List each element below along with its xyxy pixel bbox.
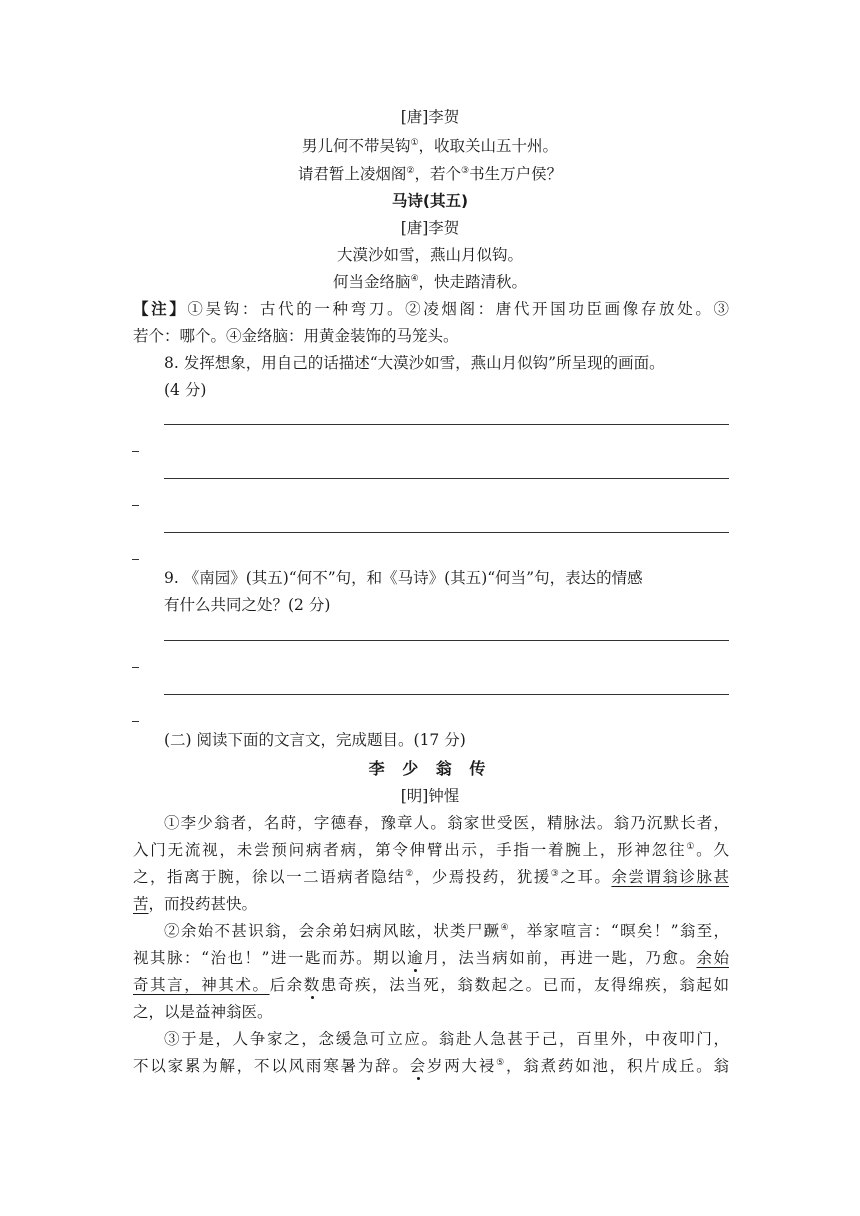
underlined-sentence: 余始 — [696, 949, 729, 967]
line-dash — [132, 667, 139, 668]
poem1-line2: 请君暂上凌烟阁②，若个③书生万户侯？ — [297, 165, 563, 183]
footnote-mark: ⑤ — [496, 1057, 506, 1068]
footnote-mark: ② — [406, 165, 415, 176]
para2-line1: ②余始不甚识翁，会余弟妇病风眩，状类尸蹶④，举家喧言：“暝矣！”翁至， — [164, 922, 729, 940]
question-9-line1: 9. 《南园》(其五)“何不”句，和《马诗》(其五)“何当”句，表达的情感 — [164, 569, 643, 587]
footnote-mark: ① — [410, 137, 419, 148]
underlined-sentence: 奇其言，神其术。 — [133, 976, 270, 994]
note-line1: 【注】①吴钩：古代的一种弯刀。②凌烟阁：唐代开国功臣画像存放处。③ — [133, 300, 729, 318]
poem2-author: [唐]李贺 — [400, 219, 460, 237]
poem2-title: 马诗(其五) — [391, 192, 469, 210]
passage-title: 李 少 翁 传 — [368, 759, 492, 778]
footnote-mark: ③ — [461, 165, 470, 176]
para2-line4: 之，以是益神翁医。 — [133, 1003, 273, 1021]
answer-line[interactable] — [164, 694, 729, 695]
poem1-author: [唐]李贺 — [400, 108, 460, 126]
underlined-sentence: 苦 — [133, 895, 149, 913]
footnote-mark: ④ — [410, 273, 419, 284]
para2-line2: 视其脉：“治也！”进一匙而苏。期以逾月，法当病如前，再进一匙，乃愈。余始 — [133, 949, 729, 967]
answer-line[interactable] — [164, 532, 729, 533]
para1-line3: 之，指离于腕，徐以一二语病者隐结②，少焉投药，犹援③之耳。余尝谓翁诊脉甚 — [133, 868, 729, 886]
poem2-line2: 何当金络脑④，快走踏清秋。 — [332, 273, 528, 291]
line-dash — [132, 721, 139, 722]
note-line2: 若个：哪个。④金络脑：用黄金装饰的马笼头。 — [133, 327, 459, 345]
passage-author: [明]钟惺 — [400, 787, 460, 805]
question-8-line1: 8. 发挥想象，用自己的话描述“大漠沙如雪，燕山月似钩”所呈现的画面。 — [164, 354, 665, 372]
footnote-mark: ② — [405, 868, 415, 879]
underlined-sentence: 余尝谓翁诊脉甚 — [611, 868, 729, 886]
question-9-line2: 有什么共同之处？(2 分) — [164, 596, 331, 614]
dotted-character: 逾 — [407, 949, 425, 967]
poem1-line1: 男儿何不带吴钩①，收取关山五十州。 — [301, 137, 559, 155]
poem2-line1: 大漠沙如雪，燕山月似钩。 — [336, 246, 523, 264]
note-label: 【注】 — [133, 300, 188, 318]
answer-line[interactable] — [164, 640, 729, 641]
para1-line1: ①李少翁者，名莳，字德春，豫章人。翁家世受医，精脉法。翁乃沉默长者， — [164, 814, 729, 832]
line-dash — [132, 505, 139, 506]
footnote-mark: ① — [686, 841, 697, 852]
para3-line2: 不以家累为解，不以风雨寒暑为辞。会岁两大祲⑤，翁煮药如池，积片成丘。翁 — [133, 1057, 729, 1075]
answer-line[interactable] — [164, 424, 729, 425]
footnote-mark: ④ — [500, 922, 510, 933]
section-2-heading: (二) 阅读下面的文言文，完成题目。(17 分) — [164, 731, 466, 749]
para3-line1: ③于是，人争家之，念缓急可立应。翁赴人急甚于己，百里外，中夜叩门， — [164, 1030, 729, 1048]
para1-line2: 入门无流视，未尝预问病者病，第令伸臂出示，手指一着腕上，形神忽往①。久 — [133, 841, 729, 859]
dotted-character: 会 — [409, 1057, 427, 1075]
answer-line[interactable] — [164, 478, 729, 479]
line-dash — [132, 451, 139, 452]
dotted-character: 数 — [303, 976, 321, 994]
footnote-mark: ③ — [550, 868, 561, 879]
line-dash — [132, 559, 139, 560]
question-8-line2: (4 分) — [164, 381, 207, 399]
para2-line3: 奇其言，神其术。后余数患奇疾，法当死，翁数起之。已而，友得绵疾，翁起如 — [133, 976, 729, 994]
para1-line4: 苦，而投药甚快。 — [133, 895, 258, 913]
